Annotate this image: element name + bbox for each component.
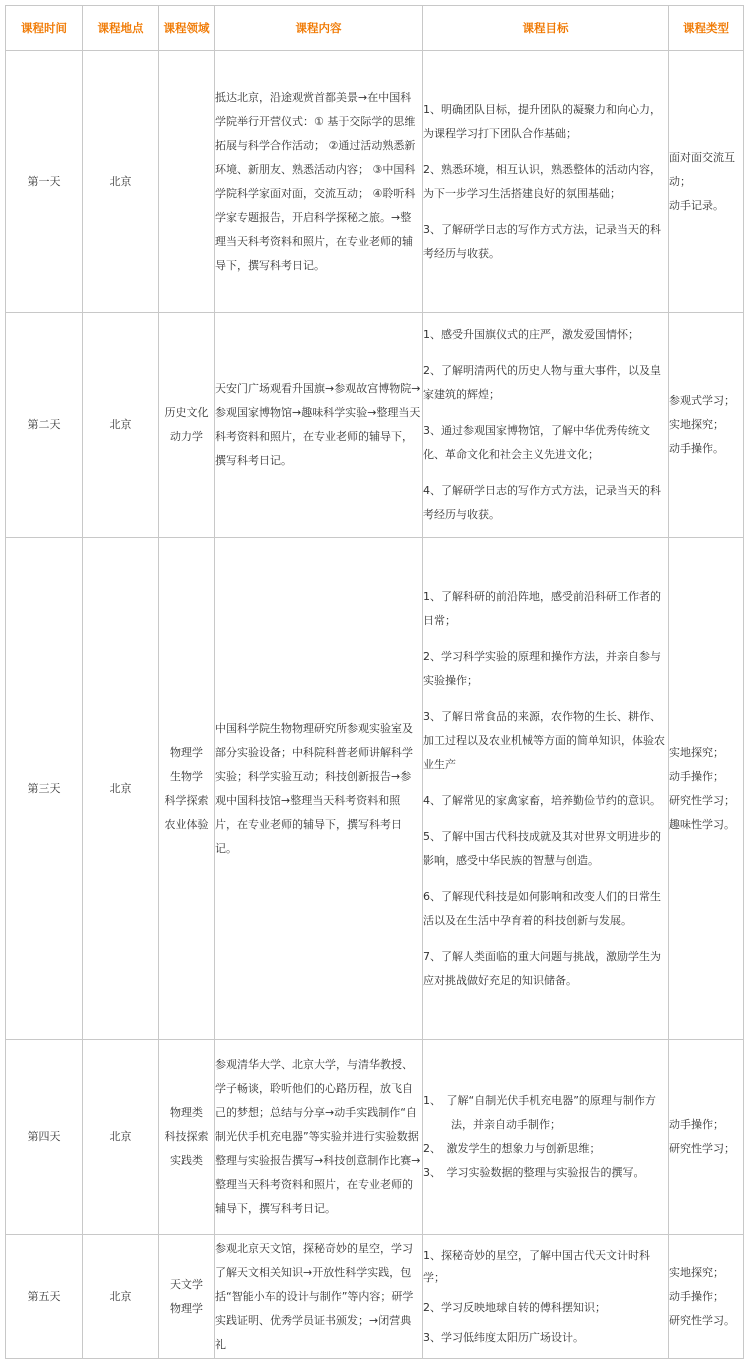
cell-domain (159, 51, 215, 313)
goal-item: 5、了解中国古代科技成就及其对世界文明进步的影响，感受中华民族的智慧与创造。 (423, 829, 661, 867)
cell-day: 第一天 (6, 51, 83, 313)
cell-type (669, 51, 744, 313)
cell-goals (423, 1235, 669, 1359)
goal-item: 1、感受升国旗仪式的庄严，激发爱国情怀； (423, 328, 639, 341)
goal-item: 1、明确团队目标，提升团队的凝聚力和向心力，为课程学习打下团队合作基础； (423, 102, 661, 140)
cell-place: 北京 (83, 538, 159, 1040)
domain-item: 物理学 (170, 745, 203, 759)
goal-item: 1、 了解“自制光伏手机充电器”的原理与制作方法，并亲自动手制作； (423, 1094, 656, 1131)
course-schedule-table (5, 5, 744, 1359)
cell-day: 第四天 (6, 1040, 83, 1235)
type-item: 实地探究； (669, 418, 724, 431)
domain-item: 科学探索 (164, 793, 209, 807)
goal-item: 2、学习科学实验的原理和操作方法，并亲自参与实验操作； (423, 649, 661, 687)
header-course-goals: 课程目标 (423, 6, 669, 51)
domain-item: 科技探索 (164, 1130, 209, 1143)
type-item: 动手操作； (669, 1118, 724, 1131)
type-item: 研究性学习。 (669, 1313, 735, 1327)
domain-item: 农业体验 (164, 817, 209, 831)
type-item: 面对面交流互动； (669, 150, 735, 188)
cell-type (669, 538, 744, 1040)
cell-place: 北京 (83, 1235, 159, 1359)
goal-item: 4、了解常见的家禽家畜，培养勤俭节约的意识。 (423, 793, 661, 807)
domain-item: 物理类 (170, 1106, 203, 1119)
cell-content: 天安门广场观看升国旗→参观故宫博物院→参观国家博物馆→趣味科学实验→整理当天科考资料和照片，在专业老师的辅导下，撰写科考日记。 (215, 313, 423, 538)
table-row-day3 (6, 538, 744, 1040)
header-course-time: 课程时间 (6, 6, 83, 51)
goal-item: 3、了解日常食品的来源，农作物的生长、耕作、加工过程以及农业机械等方面的简单知识，体验农业生产 (423, 709, 665, 771)
domain-item: 物理学 (170, 1301, 203, 1315)
header-course-content: 课程内容 (215, 6, 423, 51)
type-item: 动手记录。 (669, 198, 724, 212)
type-item: 动手操作。 (669, 442, 724, 455)
cell-place: 北京 (83, 313, 159, 538)
cell-domain (159, 313, 215, 538)
goal-item: 1、了解科研的前沿阵地，感受前沿科研工作者的日常； (423, 589, 661, 627)
cell-day: 第五天 (6, 1235, 83, 1359)
table-row-day5 (6, 1235, 744, 1359)
table-row-day1 (6, 51, 744, 313)
header-course-place: 课程地点 (83, 6, 159, 51)
type-item: 参观式学习； (669, 394, 735, 407)
domain-item: 动力学 (170, 430, 203, 443)
goal-item: 3、学习低纬度太阳历广场设计。 (423, 1330, 584, 1344)
cell-day: 第二天 (6, 313, 83, 538)
header-course-domain: 课程领域 (159, 6, 215, 51)
cell-goals (423, 313, 669, 538)
cell-content: 中国科学院生物物理研究所参观实验室及部分实验设备；中科院科普老师讲解科学实验；科学实验互动；科技创新报告→参观中国科技馆→整理当天科考资料和照片，在专业老师的辅导下，撰写科考日记。 (215, 538, 423, 1040)
type-item: 研究性学习； (669, 793, 735, 807)
goal-item: 7、了解人类面临的重大问题与挑战，激励学生为应对挑战做好充足的知识储备。 (423, 949, 661, 987)
cell-domain (159, 1040, 215, 1235)
header-row (6, 6, 744, 51)
cell-content: 参观北京天文馆，探秘奇妙的星空，学习了解天文相关知识→开放性科学实践，包括“智能小车的设计与制作”等内容；研学实践证明、优秀学员证书颁发；→闭营典礼 (215, 1235, 423, 1359)
goal-item: 3、 学习实验数据的整理与实验报告的撰写。 (423, 1166, 645, 1179)
domain-item: 历史文化 (164, 406, 209, 419)
goal-item: 1、探秘奇妙的星空，了解中国古代天文计时科学； (423, 1248, 650, 1284)
goal-item: 2、学习反映地球自转的傅科摆知识； (423, 1300, 606, 1314)
cell-type (669, 313, 744, 538)
goal-item: 2、 激发学生的想象力与创新思维； (423, 1142, 601, 1155)
cell-place: 北京 (83, 1040, 159, 1235)
goal-item: 4、了解研学日志的写作方式方法，记录当天的科考经历与收获。 (423, 484, 661, 521)
table-row-day2 (6, 313, 744, 538)
cell-day: 第三天 (6, 538, 83, 1040)
cell-content: 抵达北京，沿途观赏首都美景→在中国科学院举行开营仪式：① 基于交际学的思维拓展与科学合作活动； ②通过活动熟悉新环境、新朋友、熟悉活动内容； ③中国科学院科学家面对面，交流互动； ④聆听科学家专题报告，开启科学探秘之旅。→整理当天科考资料和照片，在专业老师的辅导下，撰写科考日记。 (215, 51, 423, 313)
cell-type (669, 1235, 744, 1359)
cell-domain (159, 538, 215, 1040)
type-item: 动手操作； (669, 1289, 724, 1303)
type-item: 实地探究； (669, 745, 724, 759)
type-item: 研究性学习； (669, 1142, 735, 1155)
type-item: 实地探究； (669, 1265, 724, 1279)
type-item: 趣味性学习。 (669, 817, 735, 831)
domain-item: 天文学 (170, 1277, 203, 1291)
goal-item: 2、熟悉环境，相互认识，熟悉整体的活动内容，为下一步学习生活搭建良好的氛围基础； (423, 162, 661, 200)
domain-item: 实践类 (170, 1154, 203, 1167)
goal-item: 3、了解研学日志的写作方式方法，记录当天的科考经历与收获。 (423, 222, 661, 260)
type-item: 动手操作； (669, 769, 724, 783)
header-course-type: 课程类型 (669, 6, 744, 51)
cell-goals (423, 538, 669, 1040)
table-row-day4 (6, 1040, 744, 1235)
cell-content: 参观清华大学、北京大学，与清华教授、学子畅谈，聆听他们的心路历程，放飞自己的梦想；总结与分享→动手实践制作“自制光伏手机充电器”等实验并进行实验数据整理与实验报告撰写→科技创意制作比赛→整理当天科考资料和照片，在专业老师的辅导下，撰写科考日记。 (215, 1040, 423, 1235)
goal-item: 3、通过参观国家博物馆，了解中华优秀传统文化、革命文化和社会主义先进文化； (423, 424, 650, 461)
cell-domain (159, 1235, 215, 1359)
cell-goals (423, 1040, 669, 1235)
goal-item: 6、了解现代科技是如何影响和改变人们的日常生活以及在生活中孕育着的科技创新与发展。 (423, 889, 661, 927)
domain-item: 生物学 (170, 769, 203, 783)
cell-goals (423, 51, 669, 313)
cell-place: 北京 (83, 51, 159, 313)
goal-item: 2、了解明清两代的历史人物与重大事件，以及皇家建筑的辉煌； (423, 364, 661, 401)
cell-type (669, 1040, 744, 1235)
